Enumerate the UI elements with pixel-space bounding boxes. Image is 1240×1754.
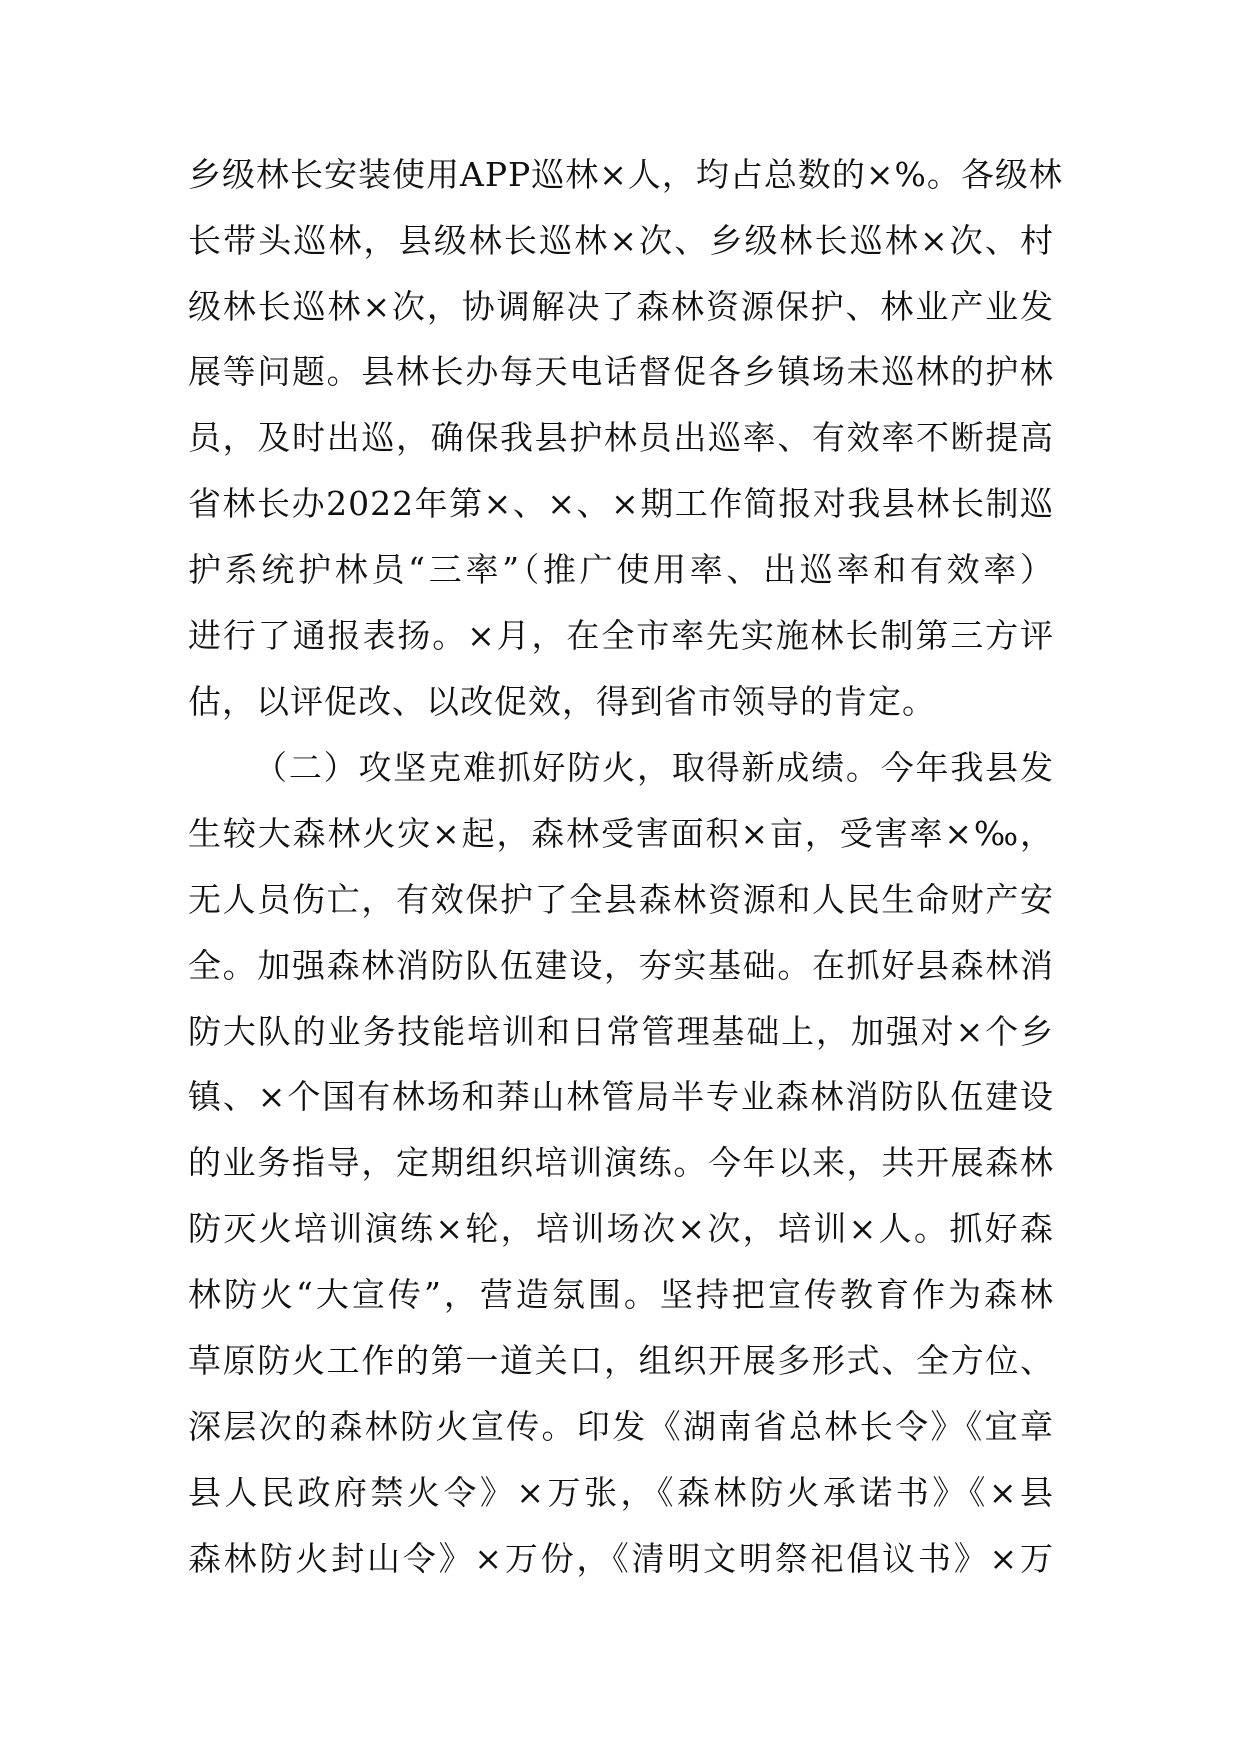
text-line-19: 草原防火工作的第一道关口，组织开展多形式、全方位、: [188, 1341, 1054, 1380]
text-line-14: 防大队的业务技能培训和日常管理基础上，加强对×个乡: [188, 1012, 1054, 1051]
text-line-21: 县人民政府禁火令》×万张，《森林防火承诺书》《×县: [188, 1473, 1054, 1512]
text-line-2: 长带头巡林，县级林长巡林×次、乡级林长巡林×次、村: [188, 221, 1054, 260]
text-line-3: 级林长巡林×次，协调解决了森林资源保护、林业产业发: [188, 287, 1054, 326]
text-line-17: 防灭火培训演练×轮，培训场次×次，培训×人。抓好森: [188, 1209, 1054, 1248]
text-line-7: 护系统护林员“三率”（推广使用率、出巡率和有效率）: [188, 550, 1054, 589]
text-line-22: 森林防火封山令》×万份，《清明文明祭祀倡议书》×万: [188, 1539, 1054, 1578]
text-line-6: 省林长办2022年第×、×、×期工作简报对我县林长制巡: [188, 484, 1054, 523]
text-line-12: 无人员伤亡，有效保护了全县森林资源和人民生命财产安: [188, 880, 1054, 919]
text-line-20: 深层次的森林防火宣传。印发《湖南省总林长令》《宜章: [188, 1407, 1054, 1446]
text-line-8: 进行了通报表扬。×月，在全市率先实施林长制第三方评: [188, 616, 1054, 655]
text-line-16: 的业务指导，定期组织培训演练。今年以来，共开展森林: [188, 1143, 1054, 1182]
text-line-4: 展等问题。县林长办每天电话督促各乡镇场未巡林的护林: [188, 352, 1054, 391]
text-line-18: 林防火“大宣传”，营造氛围。坚持把宣传教育作为森林: [188, 1275, 1054, 1314]
section-heading-line: （二）攻坚克难抓好防火，取得新成绩。今年我县发: [254, 748, 1054, 787]
text-line-5: 员，及时出巡，确保我县护林员出巡率、有效率不断提高: [188, 418, 1054, 457]
text-line-13: 全。加强森林消防队伍建设，夯实基础。在抓好县森林消: [188, 946, 1054, 985]
text-line-9: 估，以评促改、以改促效，得到省市领导的肯定。: [188, 682, 936, 721]
text-line-1: 乡级林长安装使用APP巡林×人，均占总数的×%。各级林: [188, 155, 1063, 194]
text-line-15: 镇、×个国有林场和莽山林管局半专业森林消防队伍建设: [188, 1077, 1054, 1116]
text-line-11: 生较大森林火灾×起，森林受害面积×亩，受害率×‰，: [188, 814, 1054, 853]
